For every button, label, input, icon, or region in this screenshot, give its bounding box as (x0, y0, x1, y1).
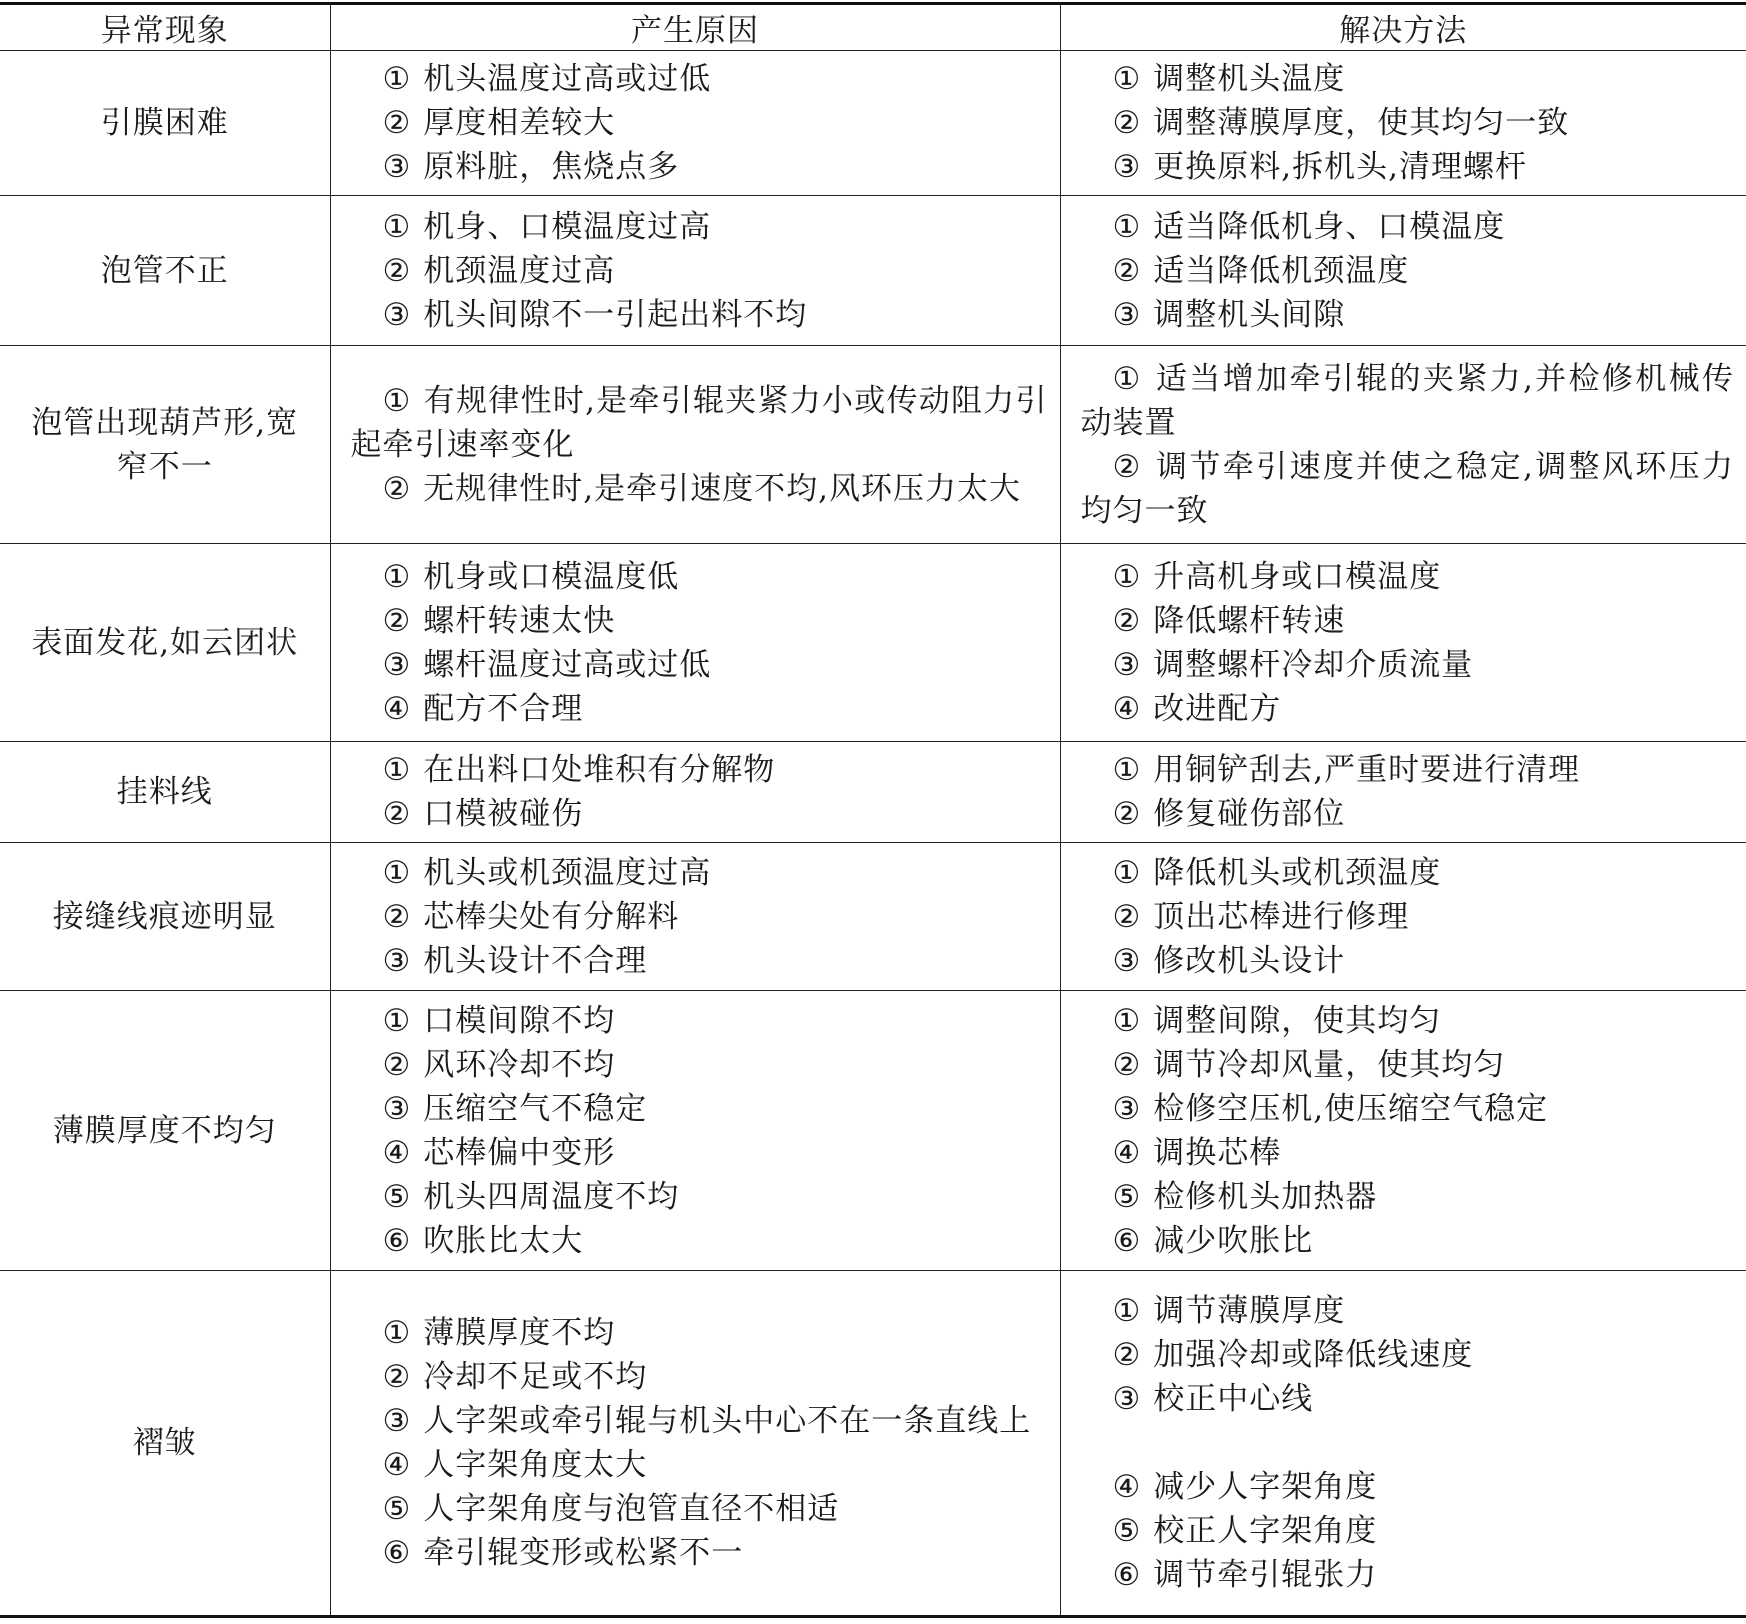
phenomenon-cell: 接缝线痕迹明显 (0, 843, 330, 991)
solution-item-text: 用铜铲刮去,严重时要进行清理 (1153, 752, 1581, 788)
solution-item-number: ③ (1112, 149, 1142, 185)
cause-item-number: ② (382, 796, 412, 832)
cause-item-text: 螺杆转速太快 (423, 602, 616, 639)
table-row (0, 742, 1746, 843)
solution-item-text: 调节牵引速度并使之稳定,调整风环压力均匀一致 (1080, 448, 1734, 529)
cause-item (351, 101, 1048, 145)
table-row (0, 544, 1746, 742)
cause-item-text: 口模间隙不均 (423, 1002, 616, 1039)
solution-item-text: 校正人字架角度 (1153, 1513, 1378, 1549)
solution-cell (1060, 991, 1746, 1271)
cause-item-number: ① (382, 558, 412, 595)
cause-item-number: ① (382, 1315, 412, 1351)
cause-item-text: 机颈温度过高 (423, 252, 616, 289)
solution-item-number: ① (1112, 61, 1142, 97)
solution-item-number: ① (1112, 854, 1142, 891)
solution-cell (1060, 544, 1746, 742)
cause-item (351, 1219, 1048, 1263)
cause-item (351, 999, 1048, 1043)
cause-item-number: ② (382, 1359, 412, 1395)
cause-item-number: ② (382, 602, 412, 639)
cause-item-number: ④ (382, 1447, 412, 1483)
solution-item (1081, 792, 1735, 836)
cause-cell (330, 51, 1060, 196)
cause-item (351, 792, 1048, 836)
solution-item (1081, 145, 1735, 189)
cause-item (351, 1043, 1048, 1087)
solution-item-number: ② (1112, 1046, 1142, 1083)
cause-item (351, 1131, 1048, 1175)
cause-item (351, 467, 1048, 511)
cause-item-text: 厚度相差较大 (423, 105, 616, 141)
cause-item (351, 1399, 1048, 1443)
cause-item-text: 芯棒尖处有分解料 (423, 898, 680, 935)
solution-item (1081, 748, 1735, 792)
cause-item-text: 配方不合理 (423, 690, 584, 727)
solution-item-text: 适当降低机身、口模温度 (1153, 208, 1506, 245)
cause-item-text: 薄膜厚度不均 (423, 1315, 616, 1351)
cause-item (351, 293, 1048, 337)
solution-item-number: ④ (1112, 1469, 1142, 1505)
phenomenon-cell: 褶皱 (0, 1271, 330, 1617)
solution-item (1081, 1509, 1735, 1553)
header-row (0, 4, 1746, 51)
phenomenon-cell: 表面发花,如云团状 (0, 544, 330, 742)
cause-item-number: ① (382, 208, 412, 245)
solution-item (1081, 101, 1735, 145)
solution-item-number: ① (1112, 1002, 1142, 1039)
solution-item-text: 修复碰伤部位 (1153, 796, 1346, 832)
solution-item (1081, 1289, 1735, 1333)
solution-item (1081, 895, 1735, 939)
cause-item-number: ③ (382, 646, 412, 683)
cause-item-text: 人字架角度与泡管直径不相适 (423, 1491, 840, 1527)
solution-item-text: 调换芯棒 (1153, 1134, 1282, 1171)
solution-item-number: ④ (1112, 1134, 1142, 1171)
solution-cell (1060, 51, 1746, 196)
solution-item-text: 减少人字架角度 (1153, 1469, 1378, 1505)
solution-item (1081, 293, 1735, 337)
solution-item-number: ② (1112, 602, 1142, 639)
cause-item (351, 599, 1048, 643)
cause-item-text: 吹胀比太大 (423, 1222, 584, 1259)
solution-item-number: ② (1112, 796, 1142, 832)
solution-item (1081, 57, 1735, 101)
solution-item-text: 调整螺杆冷却介质流量 (1153, 646, 1474, 683)
cause-item-text: 有规律性时,是牵引辊夹紧力小或传动阻力引起牵引速率变化 (350, 382, 1048, 463)
cause-item-number: ⑥ (382, 1222, 412, 1259)
solution-item-text: 升高机身或口模温度 (1153, 558, 1442, 595)
cause-cell (330, 196, 1060, 346)
solution-item-text: 降低螺杆转速 (1153, 602, 1346, 639)
cause-item-text: 冷却不足或不均 (423, 1359, 648, 1395)
table-row (0, 196, 1746, 346)
cause-item-number: ③ (382, 1090, 412, 1127)
solution-item (1081, 205, 1735, 249)
solution-item-text: 适当降低机颈温度 (1153, 252, 1410, 289)
header-solution: 解决方法 (1060, 4, 1746, 51)
solution-item-number: ③ (1112, 1090, 1142, 1127)
cause-item-text: 无规律性时,是牵引速度不均,风环压力太大 (423, 470, 1022, 507)
solution-item (1081, 1333, 1735, 1377)
cause-item-number: ⑤ (382, 1491, 412, 1527)
solution-item (1081, 939, 1735, 983)
cause-item-number: ② (382, 1046, 412, 1083)
solution-cell (1060, 346, 1746, 544)
cause-item (351, 1087, 1048, 1131)
solution-item-number: ① (1112, 752, 1142, 788)
cause-item-number: ③ (382, 942, 412, 979)
cause-item-text: 牵引辊变形或松紧不一 (423, 1535, 744, 1571)
solution-item-number: ① (1112, 558, 1142, 595)
table-row (0, 51, 1746, 196)
solution-item (1081, 999, 1735, 1043)
solution-item-text: 调节牵引辊张力 (1153, 1557, 1378, 1593)
cause-item-number: ① (382, 61, 412, 97)
cause-item-text: 在出料口处堆积有分解物 (423, 752, 776, 788)
cause-item (351, 939, 1048, 983)
solution-item-text: 调整薄膜厚度，使其均匀一致 (1153, 105, 1570, 141)
cause-item (351, 555, 1048, 599)
solution-item-number: ④ (1112, 690, 1142, 727)
solution-item (1081, 555, 1735, 599)
solution-item (1081, 249, 1735, 293)
solution-item-text: 调节薄膜厚度 (1153, 1293, 1346, 1329)
cause-item (351, 687, 1048, 731)
cause-cell (330, 346, 1060, 544)
header-cause: 产生原因 (330, 4, 1060, 51)
blank-line (1081, 1421, 1735, 1465)
cause-item-number: ③ (382, 296, 412, 333)
solution-item-number: ② (1112, 448, 1143, 485)
solution-item-text: 校正中心线 (1153, 1381, 1314, 1417)
solution-item-number: ① (1112, 208, 1142, 245)
cause-item-text: 芯棒偏中变形 (423, 1134, 616, 1171)
solution-item-number: ③ (1112, 942, 1142, 979)
solution-item (1081, 687, 1735, 731)
cause-item (351, 379, 1048, 467)
solution-item (1081, 1377, 1735, 1421)
cause-item-text: 压缩空气不稳定 (423, 1090, 648, 1127)
cause-item-text: 机身、口模温度过高 (423, 208, 712, 245)
solution-item-number: ⑥ (1112, 1222, 1142, 1259)
solution-item (1081, 1175, 1735, 1219)
solution-item-number: ① (1112, 1293, 1142, 1329)
solution-item-number: ② (1112, 1337, 1142, 1373)
solution-item-number: ① (1112, 360, 1143, 397)
cause-cell (330, 544, 1060, 742)
cause-item (351, 1531, 1048, 1575)
cause-item-number: ③ (382, 1403, 412, 1439)
solution-item-number: ② (1112, 898, 1142, 935)
table-row (0, 346, 1746, 544)
table-row (0, 991, 1746, 1271)
solution-item (1081, 1087, 1735, 1131)
solution-item (1081, 1043, 1735, 1087)
cause-item-number: ⑥ (382, 1535, 412, 1571)
cause-item (351, 1487, 1048, 1531)
solution-item (1081, 1219, 1735, 1263)
cause-item-text: 机头温度过高或过低 (423, 61, 712, 97)
solution-cell (1060, 1271, 1746, 1617)
cause-item-number: ④ (382, 1134, 412, 1171)
cause-item-number: ④ (382, 690, 412, 727)
solution-item-number: ③ (1112, 1381, 1142, 1417)
cause-item (351, 1175, 1048, 1219)
solution-cell (1060, 196, 1746, 346)
cause-cell (330, 843, 1060, 991)
cause-cell (330, 991, 1060, 1271)
cause-item-number: ② (382, 470, 412, 507)
solution-item (1081, 643, 1735, 687)
cause-item-text: 机头四周温度不均 (423, 1178, 680, 1215)
solution-item (1081, 851, 1735, 895)
cause-cell (330, 1271, 1060, 1617)
cause-item (351, 895, 1048, 939)
header-phenomenon: 异常现象 (0, 4, 330, 51)
solution-item-number: ⑤ (1112, 1513, 1142, 1549)
cause-item-number: ③ (382, 149, 412, 185)
solution-item-text: 检修空压机,使压缩空气稳定 (1153, 1090, 1549, 1127)
solution-item-text: 加强冷却或降低线速度 (1153, 1337, 1474, 1373)
solution-item (1081, 1131, 1735, 1175)
solution-item-text: 顶出芯棒进行修理 (1153, 898, 1410, 935)
solution-item-number: ⑥ (1112, 1557, 1142, 1593)
solution-item-text: 减少吹胀比 (1153, 1222, 1314, 1259)
solution-item (1081, 1553, 1735, 1597)
solution-item-number: ③ (1112, 646, 1142, 683)
cause-cell (330, 742, 1060, 843)
solution-item-number: ⑤ (1112, 1178, 1142, 1215)
solution-item-text: 调整机头温度 (1153, 61, 1346, 97)
cause-item (351, 748, 1048, 792)
cause-item-number: ① (382, 752, 412, 788)
cause-item (351, 1355, 1048, 1399)
solution-item (1081, 1465, 1735, 1509)
cause-item-text: 口模被碰伤 (423, 796, 584, 832)
cause-item-number: ② (382, 898, 412, 935)
cause-item-number: ⑤ (382, 1178, 412, 1215)
solution-item-text: 改进配方 (1153, 690, 1282, 727)
solution-item-text: 修改机头设计 (1153, 942, 1346, 979)
phenomenon-cell: 引膜困难 (0, 51, 330, 196)
cause-item-text: 机身或口模温度低 (423, 558, 680, 595)
phenomenon-cell: 泡管不正 (0, 196, 330, 346)
solution-cell (1060, 843, 1746, 991)
cause-item-text: 人字架角度太大 (423, 1447, 648, 1483)
cause-item-text: 人字架或牵引辊与机头中心不在一条直线上 (423, 1403, 1032, 1439)
solution-item-number: ③ (1112, 296, 1142, 333)
phenomenon-cell: 泡管出现葫芦形,宽窄不一 (0, 346, 330, 544)
solution-item-text: 降低机头或机颈温度 (1153, 854, 1442, 891)
cause-item-number: ② (382, 105, 412, 141)
cause-item-number: ② (382, 252, 412, 289)
solution-item-text: 检修机头加热器 (1153, 1178, 1378, 1215)
solution-item (1081, 357, 1735, 445)
solution-item (1081, 445, 1735, 533)
cause-item (351, 57, 1048, 101)
cause-item-text: 螺杆温度过高或过低 (423, 646, 712, 683)
solution-item-text: 调整间隙，使其均匀 (1153, 1002, 1442, 1039)
cause-item (351, 1311, 1048, 1355)
solution-item-number: ② (1112, 252, 1142, 289)
solution-item-text: 调节冷却风量，使其均匀 (1153, 1046, 1506, 1083)
cause-item (351, 851, 1048, 895)
cause-item-number: ① (382, 854, 412, 891)
cause-item-number: ① (382, 382, 412, 419)
cause-item-text: 机头设计不合理 (423, 942, 648, 979)
cause-item-number: ① (382, 1002, 412, 1039)
solution-cell (1060, 742, 1746, 843)
table-row (0, 843, 1746, 991)
solution-item-text: 更换原料,拆机头,清理螺杆 (1153, 149, 1528, 185)
phenomenon-cell: 薄膜厚度不均匀 (0, 991, 330, 1271)
cause-item-text: 风环冷却不均 (423, 1046, 616, 1083)
cause-item-text: 原料脏，焦烧点多 (423, 149, 680, 185)
cause-item (351, 205, 1048, 249)
cause-item (351, 1443, 1048, 1487)
solution-item-text: 调整机头间隙 (1153, 296, 1346, 333)
cause-item (351, 145, 1048, 189)
solution-item-number: ② (1112, 105, 1142, 141)
table-row (0, 1271, 1746, 1617)
cause-item-text: 机头间隙不一引起出料不均 (423, 296, 808, 333)
cause-item (351, 249, 1048, 293)
cause-item (351, 643, 1048, 687)
solution-item-text: 适当增加牵引辊的夹紧力,并检修机械传动装置 (1080, 360, 1734, 441)
troubleshooting-table (0, 2, 1746, 1618)
cause-item-text: 机头或机颈温度过高 (423, 854, 712, 891)
solution-item (1081, 599, 1735, 643)
phenomenon-cell: 挂料线 (0, 742, 330, 843)
